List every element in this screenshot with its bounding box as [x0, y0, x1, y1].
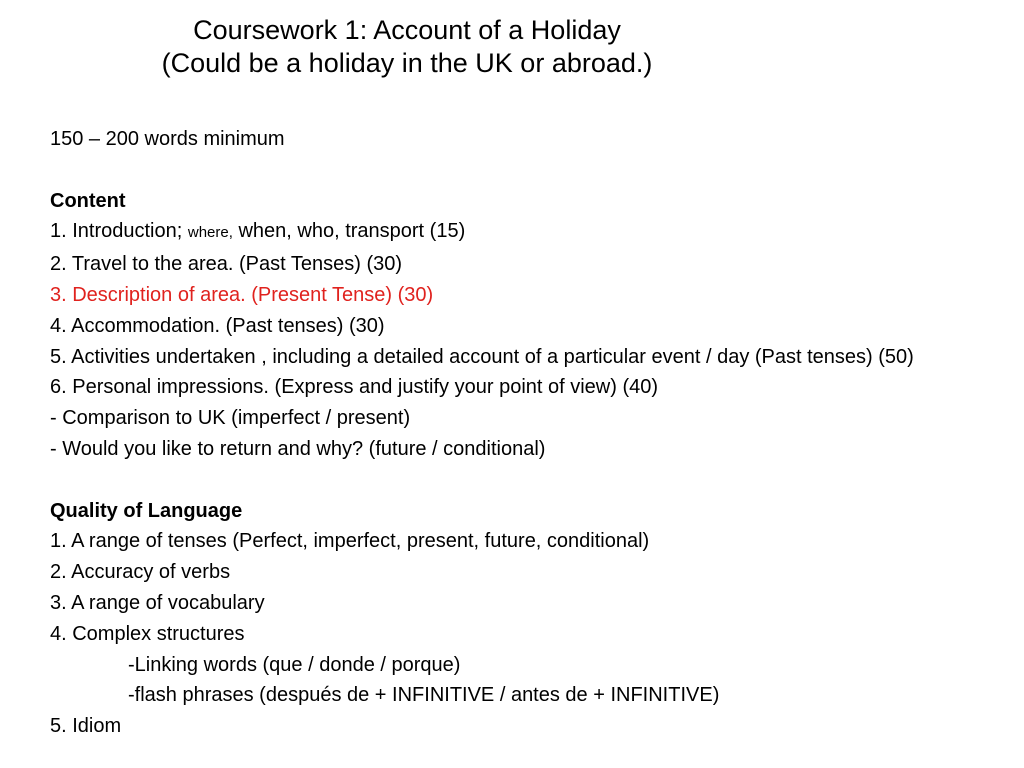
- quality-item-3: 3. A range of vocabulary: [50, 591, 265, 614]
- title-block: [0, 14, 814, 80]
- quality-item-2: 2. Accuracy of verbs: [50, 561, 231, 584]
- content-item-1-prefix: 1. Introduction;: [50, 220, 188, 243]
- page-title: Coursework 1: Account of a Holiday: [193, 15, 621, 45]
- content-item-1-suffix: when, who, transport (15): [232, 220, 466, 243]
- word-count-requirement: 150 – 200 words minimum: [50, 128, 285, 150]
- quality-subitem-linking: -Linking words (que / donde / porque): [128, 653, 461, 676]
- quality-item-1: 1. A range of tenses (Perfect, imperfect, present, future, conditional): [50, 530, 650, 553]
- content-item-1-small: where,: [187, 224, 233, 242]
- content-heading: Content: [50, 189, 126, 212]
- document-body: [50, 124, 970, 742]
- spacer: [50, 465, 970, 496]
- spacer: [50, 155, 970, 186]
- quality-subitem-phrases: -flash phrases (después de + INFINITIVE / antes de + INFINITIVE): [128, 684, 720, 707]
- content-item-2: 2. Travel to the area. (Past Tenses) (30): [50, 253, 403, 276]
- quality-item-5: 5. Idiom: [50, 715, 122, 738]
- content-item-6: 6. Personal impressions. (Express and justify your point of view) (40): [50, 376, 659, 399]
- content-item-4: 4. Accommodation. (Past tenses) (30): [50, 314, 385, 337]
- content-subitem-comparison: - Comparison to UK (imperfect / present): [50, 407, 411, 430]
- quality-item-4: 4. Complex structures: [50, 622, 245, 645]
- content-item-1: [50, 216, 970, 249]
- content-subitem-return: - Would you like to return and why? (future / conditional): [50, 437, 546, 460]
- quality-heading: Quality of Language: [50, 499, 243, 522]
- content-item-3: 3. Description of area. (Present Tense) (30): [50, 283, 434, 306]
- page-subtitle: (Could be a holiday in the UK or abroad.): [161, 48, 653, 78]
- content-item-5: 5. Activities undertaken , including a detailed account of a particular event / day (Past tenses) (50): [50, 345, 914, 368]
